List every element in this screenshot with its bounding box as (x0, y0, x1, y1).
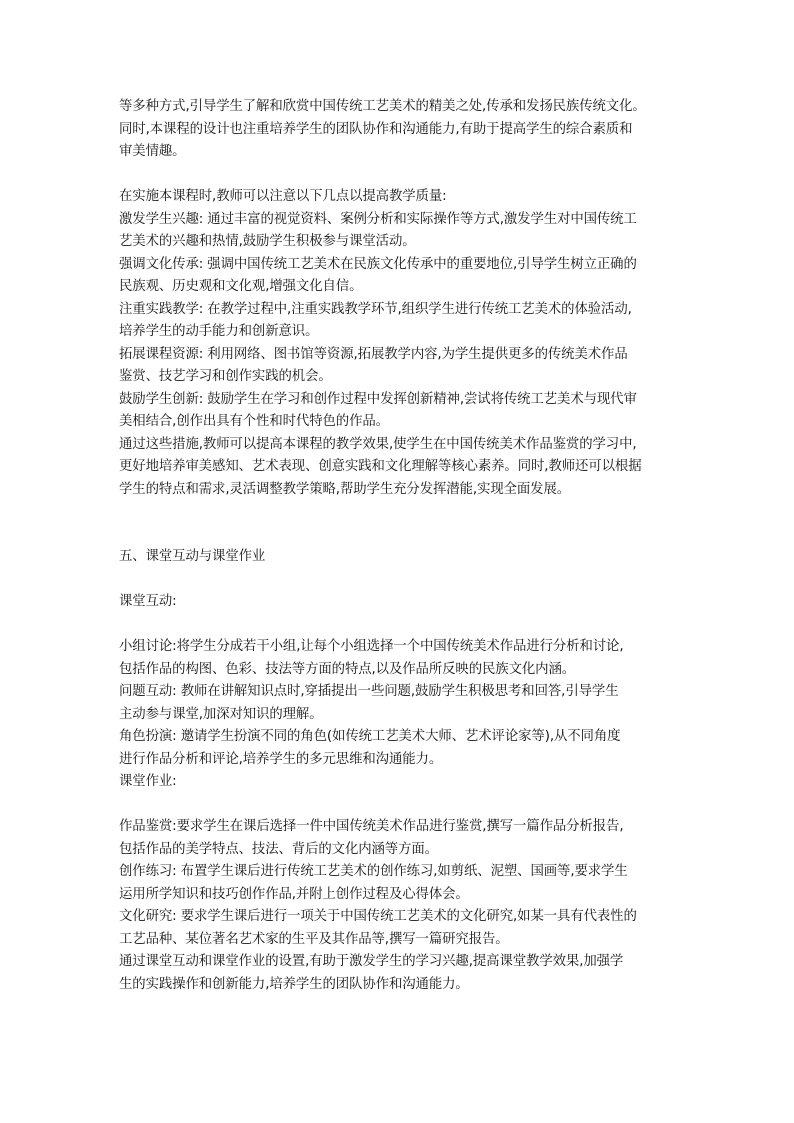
text-line: 拓展课程资源: 利用网络、图书馆等资源,拓展教学内容,为学生提供更多的传统美术作品 (119, 346, 628, 362)
text-line: 审美情趣。 (119, 144, 186, 159)
text-line: 通过课堂互动和课堂作业的设置,有助于激发学生的学习兴趣,提高课堂教学效果,加强学 (119, 954, 624, 969)
interaction-list (119, 636, 691, 771)
intro-paragraph (119, 96, 691, 164)
text-line: 主动参与课堂,加深对知识的理解。 (119, 706, 323, 722)
text-line: 学生的特点和需求,灵活调整教学策略,帮助学生充分发挥潜能,实现全面发展。 (119, 481, 571, 497)
text-line: 通过这些措施,教师可以提高本课程的教学效果,使学生在中国传统美术作品鉴赏的学习中, (119, 436, 637, 452)
paragraph-spacer (119, 164, 691, 187)
text-line: 作品鉴赏:要求学生在课后选择一件中国传统美术作品进行鉴赏,撰写一篇作品分析报告, (119, 819, 624, 834)
text-line: 小组讨论:将学生分成若干小组,让每个小组选择一个中国传统美术作品进行分析和讨论, (119, 639, 624, 654)
text-line: 更好地培养审美感知、艺术表现、创意实践和文化理解等核心素养。同时,教师还可以根据 (119, 459, 642, 474)
text-line: 包括作品的美学特点、技法、背后的文化内涵等方面。 (119, 841, 438, 857)
paragraph-spacer (119, 569, 691, 592)
text-line: 创作练习: 布置学生课后进行传统工艺美术的创作练习,如剪纸、泥塑、国画等,要求学生 (119, 864, 628, 879)
text-line: 艺美术的兴趣和热情,鼓励学生积极参与课堂活动。 (119, 234, 416, 249)
paragraph-spacer (119, 614, 691, 637)
text-line: 文化研究: 要求学生课后进行一项关于中国传统工艺美术的文化研究,如某一具有代表性的 (119, 909, 637, 924)
homework-list (119, 816, 691, 996)
text-line: 进行作品分析和评论,培养学生的多元思维和沟通能力。 (119, 751, 443, 767)
text-line: 包括作品的构图、色彩、技法等方面的特点,以及作品所反映的民族文化内涵。 (119, 661, 576, 677)
text-line: 同时,本课程的设计也注重培养学生的团队协作和沟通能力,有助于提高学生的综合素质和 (119, 121, 633, 137)
homework-heading: 课堂作业: (119, 774, 177, 789)
text-line: 等多种方式,引导学生了解和欣赏中国传统工艺美术的精美之处,传承和发扬民族传统文化。 (119, 99, 646, 114)
text-line: 美相结合,创作出具有个性和时代特色的作品。 (119, 414, 389, 429)
document-body (119, 96, 691, 996)
text-line: 注重实践教学: 在教学过程中,注重实践教学环节,组织学生进行传统工艺美术的体验活动, (119, 301, 632, 317)
text-line: 运用所学知识和技巧创作作品,并附上创作过程及心得体会。 (119, 886, 469, 902)
text-line: 鉴赏、技艺学习和创作实践的机会。 (119, 369, 332, 384)
section-spacer (119, 501, 691, 546)
section-heading: 五、课堂互动与课堂作业 (119, 549, 266, 564)
text-line: 强调文化传承: 强调中国传统工艺美术在民族文化传承中的重要地位,引导学生树立正确的 (119, 256, 637, 272)
text-line: 在实施本课程时,教师可以注意以下几点以提高教学质量: (119, 189, 447, 204)
text-line: 问题互动: 教师在讲解知识点时,穿插提出一些问题,鼓励学生积极思考和回答,引导学生 (119, 684, 619, 699)
text-line: 民族观、历史观和文化观,增强文化自信。 (119, 279, 363, 294)
interaction-heading: 课堂互动: (119, 594, 177, 609)
teaching-tips-section (119, 186, 691, 501)
text-line: 角色扮演: 邀请学生扮演不同的角色(如传统工艺美术大师、艺术评论家等),从不同角度 (119, 729, 621, 744)
text-line: 培养学生的动手能力和创新意识。 (119, 324, 319, 339)
text-line: 激发学生兴趣: 通过丰富的视觉资料、案例分析和实际操作等方式,激发学生对中国传统工 (119, 211, 637, 227)
paragraph-spacer (119, 794, 691, 817)
text-line: 鼓励学生创新: 鼓励学生在学习和创作过程中发挥创新精神,尝试将传统工艺美术与现代审 (119, 391, 637, 407)
text-line: 生的实践操作和创新能力,培养学生的团队协作和沟通能力。 (119, 976, 469, 992)
text-line: 工艺品种、某位著名艺术家的生平及其作品等,撰写一篇研究报告。 (119, 931, 509, 947)
